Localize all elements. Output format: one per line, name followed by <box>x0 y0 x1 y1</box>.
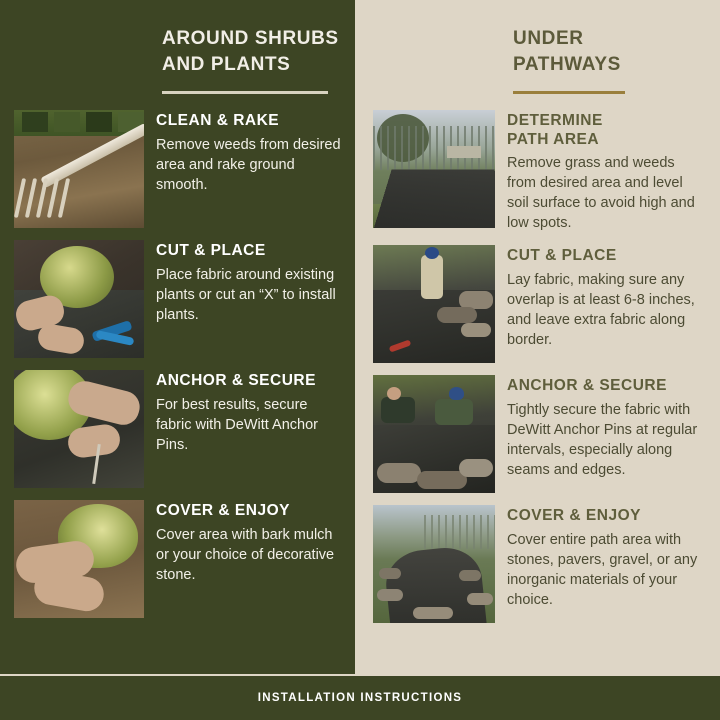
step-right-4-body: Cover entire path area with stones, pavers, gravel, or any inorganic materials of your choice. <box>507 532 698 609</box>
step-right-3-body: Tightly secure the fabric with DeWitt Anchor Pins at regular intervals, especially along seams and edges. <box>507 402 698 479</box>
step-left-4 <box>14 500 341 618</box>
step-right-2 <box>373 245 706 363</box>
column-right-heading <box>513 26 706 77</box>
spreading-mulch-photo <box>14 500 144 618</box>
column-left-heading <box>162 26 341 77</box>
column-right-heading-line2: PATHWAYS <box>513 53 621 75</box>
step-right-1 <box>373 110 706 233</box>
column-left-heading-line2: AND PLANTS <box>162 53 291 75</box>
step-left-2 <box>14 240 341 358</box>
step-right-1-title-line2: PATH AREA <box>507 130 600 148</box>
step-left-4-title: COVER & ENJOY <box>156 502 290 520</box>
column-right-divider <box>513 91 625 94</box>
cleared-path-area-photo <box>373 110 495 228</box>
column-left-heading-line1: AROUND SHRUBS <box>162 28 339 49</box>
footer-label: INSTALLATION INSTRUCTIONS <box>257 692 463 705</box>
cutting-fabric-around-shrub-photo <box>14 240 144 358</box>
step-right-1-body: Remove grass and weeds from desired area and level soil surface to avoid high and low spots. <box>507 155 695 232</box>
step-right-2-body: Lay fabric, making sure any overlap is at least 6-8 inches, and leave extra fabric along border. <box>507 272 695 349</box>
column-under-pathways <box>355 0 720 674</box>
anchor-pin-install-photo <box>14 370 144 488</box>
step-right-4 <box>373 505 706 623</box>
step-right-3-title: ANCHOR & SECURE <box>507 377 667 395</box>
step-right-2-title: CUT & PLACE <box>507 247 617 265</box>
laying-fabric-on-path-photo <box>373 245 495 363</box>
footer-bar <box>0 674 720 720</box>
column-left-divider <box>162 91 328 94</box>
step-left-3-title: ANCHOR & SECURE <box>156 372 316 390</box>
column-around-shrubs-and-plants <box>0 0 355 674</box>
step-left-3-body: For best results, secure fabric with DeWitt Anchor Pins. <box>156 396 318 453</box>
step-left-4-body: Cover area with bark mulch or your choice of decorative stone. <box>156 526 335 583</box>
step-right-1-title-line1: DETERMINE <box>507 112 603 130</box>
column-right-heading-line1: UNDER <box>513 28 584 49</box>
workers-securing-fabric-photo <box>373 375 495 493</box>
step-right-1-title <box>507 112 706 149</box>
step-right-3 <box>373 375 706 493</box>
step-left-1-title: CLEAN & RAKE <box>156 112 280 130</box>
finished-stone-path-photo <box>373 505 495 623</box>
step-left-2-title: CUT & PLACE <box>156 242 266 260</box>
step-right-4-title: COVER & ENJOY <box>507 507 641 525</box>
step-left-2-body: Place fabric around existing plants or cut an “X” to install plants. <box>156 266 336 323</box>
step-left-1 <box>14 110 341 228</box>
step-left-3 <box>14 370 341 488</box>
rake-on-mulch-photo <box>14 110 144 228</box>
step-left-1-body: Remove weeds from desired area and rake ground smooth. <box>156 136 341 193</box>
